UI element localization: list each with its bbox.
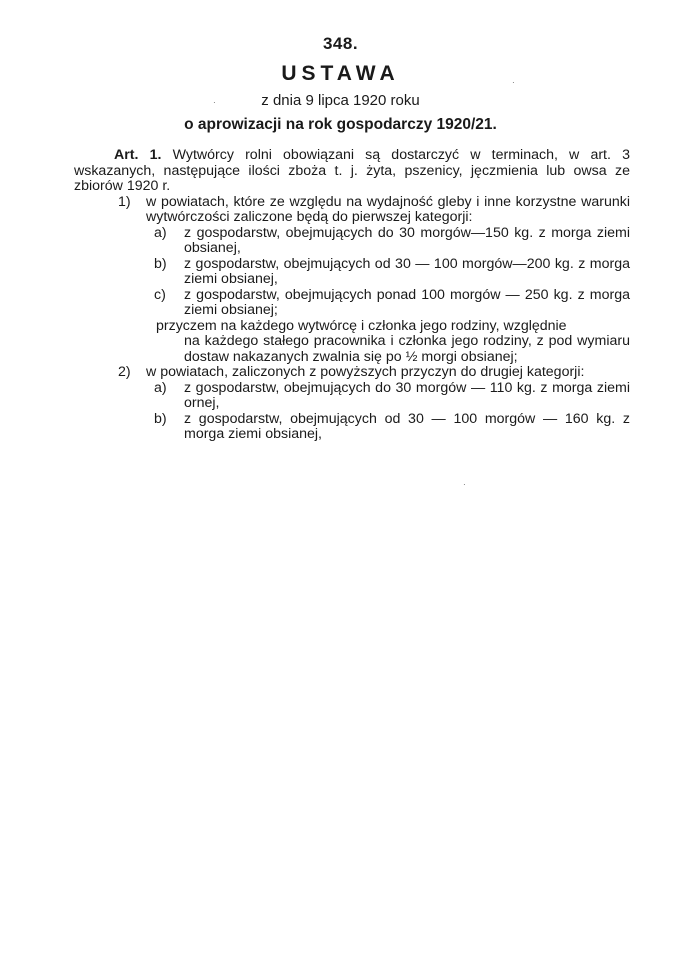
page-number: 348. — [322, 34, 359, 53]
point-2-label: 2) — [118, 364, 131, 380]
article-1 — [74, 148, 630, 195]
point-2b-label: b) — [154, 410, 167, 427]
act-title: USTAWA — [281, 62, 400, 85]
point-2b-text: z gospodarstw, obejmujących od 30 — 100 morgów — 160 kg. z morga ziemi obsianej, — [184, 410, 630, 442]
point-1-exemption-note — [74, 319, 630, 366]
point-2b — [74, 412, 630, 443]
point-1c-label: c) — [154, 286, 166, 303]
date-line: z dnia 9 lipca 1920 roku — [261, 92, 420, 109]
point-1a-text: z gospodarstw, obejmujących do 30 morgów—150 kg. z morga ziemi obsianej, — [184, 224, 630, 256]
point-1b-text: z gospodarstw, obejmujących od 30 — 100 morgów—200 kg. z morga ziemi obsianej, — [184, 255, 630, 287]
point-1 — [74, 195, 630, 226]
point-1a-label: a) — [154, 224, 167, 241]
point-1b-label: b) — [154, 255, 167, 272]
point-2 — [74, 365, 630, 381]
article-intro: Wytwórcy rolni obowiązani są dostarczyć w terminach, w art. 3 wskazanych, następujące ilości zboża t. j. żyta, pszenicy, jęczmienia lub owsa ze zbiorów 1920 r. — [74, 147, 630, 194]
article-label: Art. 1. — [114, 147, 162, 163]
scan-speck: · — [463, 480, 466, 489]
scan-speck: · — [213, 98, 216, 107]
scan-speck: · — [512, 78, 515, 87]
point-1-label: 1) — [118, 193, 131, 210]
point-2-text: w powiatach, zaliczonych z powyższych przyczyn do drugiej kategorji: — [146, 364, 585, 380]
point-2a-label: a) — [154, 379, 167, 396]
note-first-line: przyczem na każdego wytwórcę i członka jego rodziny, względnie — [156, 317, 567, 334]
point-2a-text: z gospodarstw, obejmujących do 30 morgów — 110 kg. z morga ziemi ornej, — [184, 379, 630, 411]
point-1c-text: z gospodarstw, obejmujących ponad 100 morgów — 250 kg. z morga ziemi obsianej; — [184, 286, 630, 318]
note-continuation: na każdego stałego pracownika i członka jego rodziny, z pod wymiaru dostaw nakazanych zwalnia się po ½ morgi obsianej; — [184, 333, 630, 365]
point-1a — [74, 226, 630, 257]
point-1b — [74, 257, 630, 288]
point-1c — [74, 288, 630, 319]
point-1-text: w powiatach, które ze względu na wydajność gleby i inne korzystne warunki wytwórczości zaliczone będą do pierwszej kategorji: — [146, 193, 630, 225]
act-body — [74, 148, 630, 443]
act-subject: o aprowizacji na rok gospodarczy 1920/21. — [184, 116, 497, 133]
point-2a — [74, 381, 630, 412]
